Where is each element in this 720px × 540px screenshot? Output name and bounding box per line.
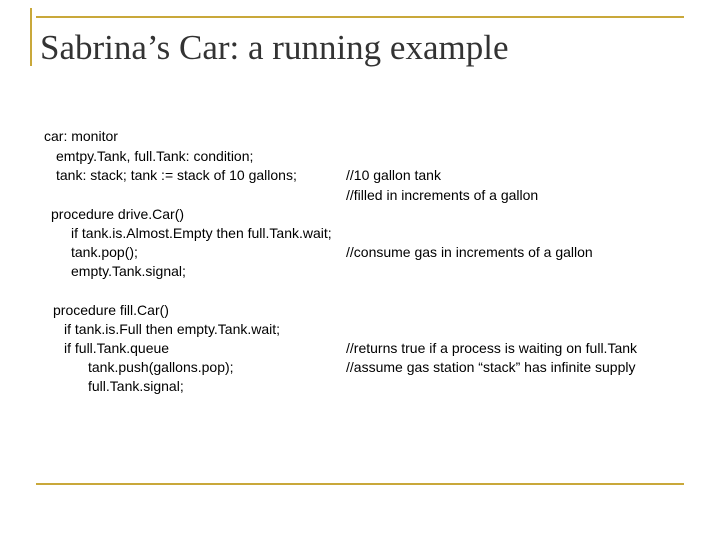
stack-comment-1: //10 gallon tank — [346, 167, 441, 183]
fill-car-line-3: tank.push(gallons.pop); — [88, 359, 234, 375]
slide-title: Sabrina’s Car: a running example — [40, 28, 509, 67]
drive-car-line-1: if tank.is.Almost.Empty then full.Tank.wait; — [71, 225, 332, 241]
drive-car-line-3: empty.Tank.signal; — [71, 263, 186, 279]
fill-car-line-3-comment: //assume gas station “stack” has infinite supply — [346, 359, 636, 375]
top-rule — [36, 16, 684, 18]
stack-declaration: tank: stack; tank := stack of 10 gallons; — [56, 167, 297, 183]
condition-declaration: emtpy.Tank, full.Tank: condition; — [56, 148, 254, 164]
stack-comment-2: //filled in increments of a gallon — [346, 187, 539, 203]
drive-car-line-2: tank.pop(); — [71, 244, 138, 260]
monitor-declaration: car: monitor — [44, 128, 118, 144]
fill-car-line-1: if tank.is.Full then empty.Tank.wait; — [64, 321, 281, 337]
bottom-rule — [36, 483, 684, 485]
drive-car-line-2-comment: //consume gas in increments of a gallon — [346, 244, 593, 260]
fill-car-header: procedure fill.Car() — [53, 302, 169, 318]
fill-car-line-2: if full.Tank.queue — [64, 340, 170, 356]
left-rule — [30, 8, 32, 66]
fill-car-line-4: full.Tank.signal; — [88, 378, 184, 394]
fill-car-line-2-comment: //returns true if a process is waiting on full.Tank — [346, 340, 638, 356]
drive-car-header: procedure drive.Car() — [51, 206, 185, 222]
